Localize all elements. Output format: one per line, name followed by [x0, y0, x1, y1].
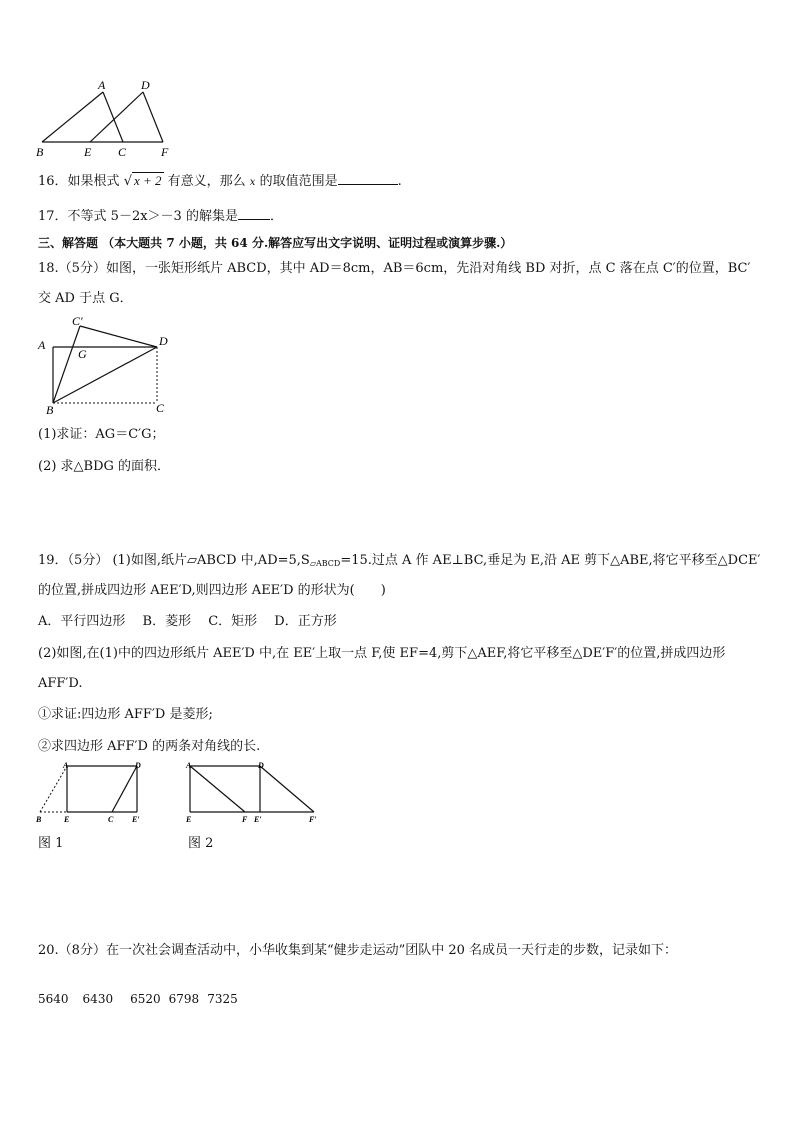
fig1-label-E: E: [64, 815, 70, 824]
label-C: C: [156, 401, 165, 415]
question-18-line1: 18.（5分）如图，一张矩形纸片 ABCD，其中 AD＝8cm，AB＝6cm，先沿对角线 BD 对折，点 C 落在点 C′的位置，BC′: [38, 261, 751, 276]
data-value: 6520: [130, 992, 161, 1006]
label-B: B: [46, 403, 54, 416]
question-19-options: A．平行四边形 B．菱形 C．矩形 D．正方形: [38, 614, 337, 629]
question-19-line1: 19．（5分） (1)如图,纸片▱ABCD 中$,AD=5,S_{▱ABCD}=15$.过点 A 作 AE⊥BC,垂足为 E,沿 AE 剪下△ABE,将它平移至△DCE′: [38, 553, 761, 568]
question-16: 16．如果根式 √ x + 2 有意义，那么 x 的取值范围是 .: [38, 173, 402, 189]
label-A: A: [38, 338, 46, 352]
fig1-label-B: B: [36, 815, 42, 824]
radical-sign: √ x + 2: [123, 173, 162, 189]
figure-2-caption: 图 2: [188, 836, 214, 851]
rectangle-fold-figure: [32, 316, 182, 416]
data-value: 6430: [82, 992, 114, 1006]
fig1-label-C: C: [108, 815, 114, 824]
question-19-line4: (2)如图,在(1)中的四边形纸片 AEE′D 中,在 EE′上取一点 F,使 EF=4,剪下△AEF,将它平移至△DE′F′的位置,拼成四边形: [38, 646, 726, 661]
question-18-line2: 交 AD 于点 G．: [38, 291, 133, 306]
fig2-label-F: F: [242, 815, 248, 824]
label-F: F: [161, 145, 169, 159]
question-19-line7: ②求四边形 AFF′D 的两条对角线的长.: [38, 739, 261, 754]
figure-1-caption: 图 1: [38, 836, 64, 851]
label-G: G: [78, 347, 87, 361]
data-value: 7325: [207, 992, 238, 1006]
question-18-part1: (1)求证：AG＝C′G；: [38, 427, 165, 442]
label-B: B: [36, 145, 44, 159]
question-20-line1: 20.（8分）在一次社会调查活动中，小华收集到某“健步走运动”团队中 20 名成员一天行走的步数，记录如下：: [38, 943, 678, 958]
section-heading: 三、解答题 （本大题共 7 小题，共 64 分.解答应写出文字说明、证明过程或演算步骤.）: [38, 236, 513, 250]
answer-blank-17[interactable]: [238, 207, 270, 220]
fig1-label-D: D: [135, 761, 141, 770]
triangles-figure: [30, 72, 190, 162]
fig2-label-A: A: [186, 761, 192, 770]
label-C: C: [118, 145, 127, 159]
question-17: 17．不等式 5－2x＞－3 的解集是 ．: [38, 209, 283, 224]
answer-blank-16[interactable]: [338, 172, 398, 185]
fig2-label-F-prime: F′: [309, 815, 317, 824]
label-A: A: [98, 78, 106, 92]
fig2-label-D: D: [258, 761, 264, 770]
fig2-label-E: E: [186, 815, 192, 824]
fig1-label-A: A: [63, 761, 69, 770]
question-18-part2: (2) 求△BDG 的面积．: [38, 459, 171, 474]
label-C-prime: C′: [72, 316, 83, 328]
label-D: D: [141, 78, 150, 92]
figure-2: [182, 760, 322, 826]
question-19-line6: ①求证:四边形 AFF′D 是菱形;: [38, 707, 213, 722]
question-20-data: [38, 990, 238, 1008]
question-19-line5: AFF′D.: [38, 676, 83, 691]
data-value: 6798: [168, 992, 200, 1006]
label-D: D: [159, 334, 168, 348]
question-19-line2: 的位置,拼成四边形 AEE′D,则四边形 AEE′D 的形状为( ): [38, 583, 386, 598]
fig2-label-E-prime: E′: [254, 815, 262, 824]
figure-1: [34, 760, 146, 826]
fig1-label-E-prime: E′: [132, 815, 140, 824]
label-E: E: [84, 145, 92, 159]
data-value: 5640: [38, 992, 69, 1006]
